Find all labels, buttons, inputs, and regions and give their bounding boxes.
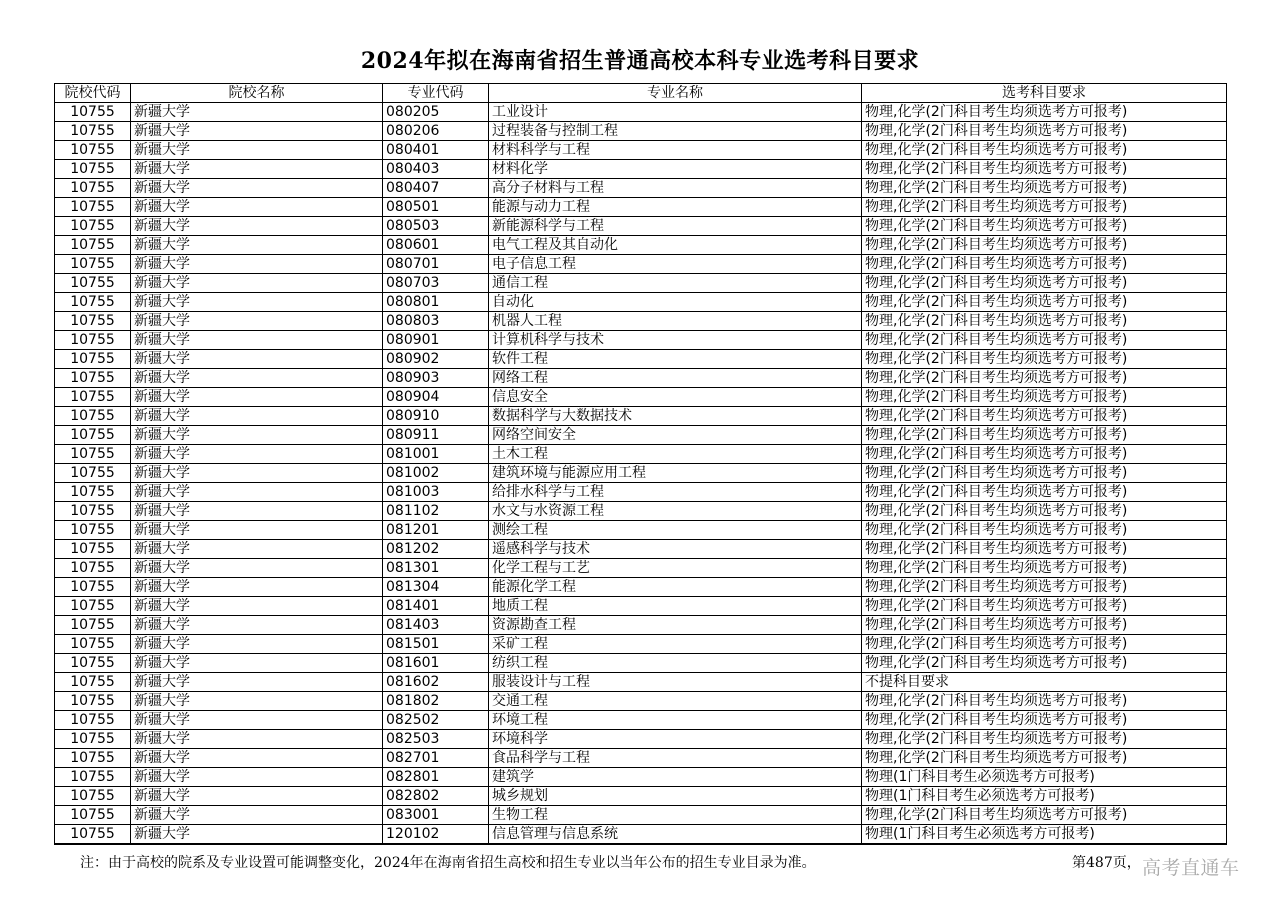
subject-requirement-cell: 物理,化学(2门科目考生均须选考方可报考): [862, 103, 1227, 122]
major-code-cell: 081003: [383, 483, 489, 502]
table-row: [55, 502, 1227, 521]
major-code-cell: 081501: [383, 635, 489, 654]
major-name-cell: 计算机科学与技术: [489, 331, 862, 350]
school-name-cell: 新疆大学: [131, 825, 383, 845]
major-name-cell: 网络空间安全: [489, 426, 862, 445]
school-name-cell: 新疆大学: [131, 730, 383, 749]
table-header-row: [55, 84, 1227, 103]
table-row: [55, 198, 1227, 217]
subject-requirement-cell: 物理,化学(2门科目考生均须选考方可报考): [862, 483, 1227, 502]
major-code-cell: 080910: [383, 407, 489, 426]
subject-requirement-cell: 不提科目要求: [862, 673, 1227, 692]
table-row: [55, 616, 1227, 635]
school-code-cell: 10755: [55, 711, 131, 730]
school-code-cell: 10755: [55, 673, 131, 692]
subject-requirement-cell: 物理,化学(2门科目考生均须选考方可报考): [862, 179, 1227, 198]
school-name-cell: 新疆大学: [131, 673, 383, 692]
major-code-cell: 080803: [383, 312, 489, 331]
major-code-cell: 082701: [383, 749, 489, 768]
major-name-cell: 采矿工程: [489, 635, 862, 654]
school-code-cell: 10755: [55, 616, 131, 635]
major-name-cell: 能源与动力工程: [489, 198, 862, 217]
major-name-cell: 软件工程: [489, 350, 862, 369]
school-code-cell: 10755: [55, 141, 131, 160]
school-name-cell: 新疆大学: [131, 502, 383, 521]
subject-requirement-cell: 物理,化学(2门科目考生均须选考方可报考): [862, 692, 1227, 711]
major-code-cell: 081403: [383, 616, 489, 635]
school-code-cell: 10755: [55, 388, 131, 407]
school-code-cell: 10755: [55, 806, 131, 825]
school-code-cell: 10755: [55, 749, 131, 768]
page-title: 2024年拟在海南省招生普通高校本科专业选考科目要求: [360, 48, 920, 74]
subject-requirement-cell: 物理,化学(2门科目考生均须选考方可报考): [862, 597, 1227, 616]
school-code-cell: 10755: [55, 255, 131, 274]
school-code-cell: 10755: [55, 445, 131, 464]
school-name-cell: 新疆大学: [131, 141, 383, 160]
school-name-cell: 新疆大学: [131, 217, 383, 236]
school-code-cell: 10755: [55, 217, 131, 236]
school-name-cell: 新疆大学: [131, 806, 383, 825]
subject-requirement-cell: 物理,化学(2门科目考生均须选考方可报考): [862, 198, 1227, 217]
major-name-cell: 交通工程: [489, 692, 862, 711]
table-row: [55, 103, 1227, 122]
major-code-cell: 082503: [383, 730, 489, 749]
major-code-cell: 081401: [383, 597, 489, 616]
major-code-cell: 080902: [383, 350, 489, 369]
school-name-cell: 新疆大学: [131, 578, 383, 597]
subject-requirement-cell: 物理(1门科目考生必须选考方可报考): [862, 825, 1227, 845]
major-code-cell: 080901: [383, 331, 489, 350]
major-code-cell: 081201: [383, 521, 489, 540]
school-code-cell: 10755: [55, 521, 131, 540]
major-code-cell: 081102: [383, 502, 489, 521]
school-code-cell: 10755: [55, 730, 131, 749]
school-name-cell: 新疆大学: [131, 160, 383, 179]
table-row: [55, 578, 1227, 597]
major-name-cell: 材料化学: [489, 160, 862, 179]
subject-requirement-cell: 物理,化学(2门科目考生均须选考方可报考): [862, 616, 1227, 635]
school-code-cell: 10755: [55, 540, 131, 559]
major-name-cell: 服装设计与工程: [489, 673, 862, 692]
subject-requirement-cell: 物理,化学(2门科目考生均须选考方可报考): [862, 293, 1227, 312]
major-code-cell: 080205: [383, 103, 489, 122]
subject-requirement-cell: 物理,化学(2门科目考生均须选考方可报考): [862, 521, 1227, 540]
major-name-cell: 建筑学: [489, 768, 862, 787]
school-code-cell: 10755: [55, 559, 131, 578]
header-major-code: 专业代码: [383, 84, 489, 103]
subject-requirement-cell: 物理,化学(2门科目考生均须选考方可报考): [862, 540, 1227, 559]
table-row: [55, 274, 1227, 293]
subject-requirement-cell: 物理,化学(2门科目考生均须选考方可报考): [862, 160, 1227, 179]
major-code-cell: 080206: [383, 122, 489, 141]
table-row: [55, 236, 1227, 255]
major-code-cell: 082801: [383, 768, 489, 787]
major-name-cell: 食品科学与工程: [489, 749, 862, 768]
table-row: [55, 730, 1227, 749]
school-name-cell: 新疆大学: [131, 293, 383, 312]
table-row: [55, 559, 1227, 578]
school-code-cell: 10755: [55, 426, 131, 445]
major-code-cell: 080601: [383, 236, 489, 255]
footnote: 注：由于高校的院系及专业设置可能调整变化，2024年在海南省招生高校和招生专业以当年公布的招生专业目录为准。: [80, 855, 816, 871]
major-code-cell: 080701: [383, 255, 489, 274]
school-name-cell: 新疆大学: [131, 654, 383, 673]
major-code-cell: 080903: [383, 369, 489, 388]
school-name-cell: 新疆大学: [131, 198, 383, 217]
school-code-cell: 10755: [55, 483, 131, 502]
subject-requirement-cell: 物理,化学(2门科目考生均须选考方可报考): [862, 369, 1227, 388]
table-row: [55, 426, 1227, 445]
major-name-cell: 信息管理与信息系统: [489, 825, 862, 845]
major-code-cell: 120102: [383, 825, 489, 845]
major-code-cell: 081001: [383, 445, 489, 464]
school-code-cell: 10755: [55, 578, 131, 597]
major-name-cell: 通信工程: [489, 274, 862, 293]
school-code-cell: 10755: [55, 350, 131, 369]
subject-requirement-cell: 物理(1门科目考生必须选考方可报考): [862, 768, 1227, 787]
major-code-cell: 080403: [383, 160, 489, 179]
major-name-cell: 能源化学工程: [489, 578, 862, 597]
subject-requirement-cell: 物理,化学(2门科目考生均须选考方可报考): [862, 407, 1227, 426]
major-code-cell: 080801: [383, 293, 489, 312]
subject-requirement-cell: 物理,化学(2门科目考生均须选考方可报考): [862, 312, 1227, 331]
major-name-cell: 信息安全: [489, 388, 862, 407]
major-name-cell: 新能源科学与工程: [489, 217, 862, 236]
school-name-cell: 新疆大学: [131, 407, 383, 426]
major-name-cell: 生物工程: [489, 806, 862, 825]
major-name-cell: 遥感科学与技术: [489, 540, 862, 559]
subject-requirement-cell: 物理(1门科目考生必须选考方可报考): [862, 787, 1227, 806]
school-code-cell: 10755: [55, 407, 131, 426]
school-code-cell: 10755: [55, 692, 131, 711]
major-code-cell: 081602: [383, 673, 489, 692]
subject-requirement-cell: 物理,化学(2门科目考生均须选考方可报考): [862, 635, 1227, 654]
school-name-cell: 新疆大学: [131, 464, 383, 483]
header-school-code: 院校代码: [55, 84, 131, 103]
major-name-cell: 给排水科学与工程: [489, 483, 862, 502]
major-name-cell: 环境科学: [489, 730, 862, 749]
major-code-cell: 081601: [383, 654, 489, 673]
subject-requirement-cell: 物理,化学(2门科目考生均须选考方可报考): [862, 141, 1227, 160]
table-row: [55, 692, 1227, 711]
school-name-cell: 新疆大学: [131, 274, 383, 293]
school-name-cell: 新疆大学: [131, 255, 383, 274]
major-name-cell: 测绘工程: [489, 521, 862, 540]
school-code-cell: 10755: [55, 179, 131, 198]
major-code-cell: 080703: [383, 274, 489, 293]
subject-requirement-cell: 物理,化学(2门科目考生均须选考方可报考): [862, 426, 1227, 445]
table-row: [55, 160, 1227, 179]
table-row: [55, 597, 1227, 616]
school-code-cell: 10755: [55, 825, 131, 845]
major-name-cell: 材料科学与工程: [489, 141, 862, 160]
school-name-cell: 新疆大学: [131, 312, 383, 331]
major-code-cell: 081304: [383, 578, 489, 597]
major-name-cell: 化学工程与工艺: [489, 559, 862, 578]
school-code-cell: 10755: [55, 502, 131, 521]
subject-requirement-cell: 物理,化学(2门科目考生均须选考方可报考): [862, 350, 1227, 369]
major-code-cell: 080501: [383, 198, 489, 217]
table-row: [55, 369, 1227, 388]
table-row: [55, 464, 1227, 483]
school-name-cell: 新疆大学: [131, 616, 383, 635]
major-code-cell: 081002: [383, 464, 489, 483]
major-code-cell: 080401: [383, 141, 489, 160]
subject-requirement-cell: 物理,化学(2门科目考生均须选考方可报考): [862, 749, 1227, 768]
subject-requirement-cell: 物理,化学(2门科目考生均须选考方可报考): [862, 331, 1227, 350]
table-row: [55, 711, 1227, 730]
major-code-cell: 080911: [383, 426, 489, 445]
school-code-cell: 10755: [55, 293, 131, 312]
major-name-cell: 电气工程及其自动化: [489, 236, 862, 255]
school-name-cell: 新疆大学: [131, 521, 383, 540]
table-row: [55, 445, 1227, 464]
school-name-cell: 新疆大学: [131, 483, 383, 502]
major-name-cell: 土木工程: [489, 445, 862, 464]
table-row: [55, 312, 1227, 331]
school-code-cell: 10755: [55, 768, 131, 787]
school-name-cell: 新疆大学: [131, 236, 383, 255]
major-code-cell: 080503: [383, 217, 489, 236]
major-code-cell: 082802: [383, 787, 489, 806]
school-code-cell: 10755: [55, 122, 131, 141]
school-name-cell: 新疆大学: [131, 540, 383, 559]
school-code-cell: 10755: [55, 331, 131, 350]
subject-requirement-cell: 物理,化学(2门科目考生均须选考方可报考): [862, 464, 1227, 483]
table-row: [55, 654, 1227, 673]
school-code-cell: 10755: [55, 464, 131, 483]
school-name-cell: 新疆大学: [131, 179, 383, 198]
table-row: [55, 540, 1227, 559]
school-code-cell: 10755: [55, 198, 131, 217]
table-row: [55, 483, 1227, 502]
school-code-cell: 10755: [55, 103, 131, 122]
table-body: [55, 103, 1227, 845]
school-code-cell: 10755: [55, 312, 131, 331]
table-row: [55, 350, 1227, 369]
table-row: [55, 768, 1227, 787]
school-name-cell: 新疆大学: [131, 388, 383, 407]
school-name-cell: 新疆大学: [131, 426, 383, 445]
school-name-cell: 新疆大学: [131, 597, 383, 616]
page-number: 第487页，: [1072, 855, 1141, 871]
header-major-name: 专业名称: [489, 84, 862, 103]
table-row: [55, 825, 1227, 845]
subject-requirement-cell: 物理,化学(2门科目考生均须选考方可报考): [862, 578, 1227, 597]
table-row: [55, 141, 1227, 160]
major-code-cell: 080407: [383, 179, 489, 198]
major-name-cell: 数据科学与大数据技术: [489, 407, 862, 426]
subject-requirement-cell: 物理,化学(2门科目考生均须选考方可报考): [862, 255, 1227, 274]
table-row: [55, 407, 1227, 426]
table-row: [55, 673, 1227, 692]
school-name-cell: 新疆大学: [131, 711, 383, 730]
table-row: [55, 217, 1227, 236]
major-name-cell: 城乡规划: [489, 787, 862, 806]
school-name-cell: 新疆大学: [131, 749, 383, 768]
major-name-cell: 工业设计: [489, 103, 862, 122]
school-code-cell: 10755: [55, 635, 131, 654]
subject-requirement-cell: 物理,化学(2门科目考生均须选考方可报考): [862, 559, 1227, 578]
school-code-cell: 10755: [55, 369, 131, 388]
school-name-cell: 新疆大学: [131, 331, 383, 350]
school-name-cell: 新疆大学: [131, 559, 383, 578]
major-name-cell: 机器人工程: [489, 312, 862, 331]
header-school-name: 院校名称: [131, 84, 383, 103]
table-row: [55, 122, 1227, 141]
subject-requirement-cell: 物理,化学(2门科目考生均须选考方可报考): [862, 217, 1227, 236]
school-name-cell: 新疆大学: [131, 122, 383, 141]
major-name-cell: 电子信息工程: [489, 255, 862, 274]
school-code-cell: 10755: [55, 160, 131, 179]
school-code-cell: 10755: [55, 654, 131, 673]
school-code-cell: 10755: [55, 597, 131, 616]
subject-requirement-cell: 物理,化学(2门科目考生均须选考方可报考): [862, 236, 1227, 255]
school-name-cell: 新疆大学: [131, 103, 383, 122]
major-name-cell: 纺织工程: [489, 654, 862, 673]
major-name-cell: 网络工程: [489, 369, 862, 388]
table-row: [55, 635, 1227, 654]
school-code-cell: 10755: [55, 236, 131, 255]
major-code-cell: 081202: [383, 540, 489, 559]
major-code-cell: 081301: [383, 559, 489, 578]
requirements-table: [54, 83, 1227, 845]
major-name-cell: 资源勘查工程: [489, 616, 862, 635]
table-row: [55, 806, 1227, 825]
major-code-cell: 081802: [383, 692, 489, 711]
subject-requirement-cell: 物理,化学(2门科目考生均须选考方可报考): [862, 806, 1227, 825]
table-row: [55, 388, 1227, 407]
table-row: [55, 179, 1227, 198]
major-name-cell: 过程装备与控制工程: [489, 122, 862, 141]
major-name-cell: 水文与水资源工程: [489, 502, 862, 521]
school-name-cell: 新疆大学: [131, 692, 383, 711]
subject-requirement-cell: 物理,化学(2门科目考生均须选考方可报考): [862, 654, 1227, 673]
school-name-cell: 新疆大学: [131, 635, 383, 654]
subject-requirement-cell: 物理,化学(2门科目考生均须选考方可报考): [862, 122, 1227, 141]
watermark: 高考直通车: [1142, 857, 1240, 879]
table-row: [55, 749, 1227, 768]
major-name-cell: 自动化: [489, 293, 862, 312]
school-name-cell: 新疆大学: [131, 445, 383, 464]
major-code-cell: 080904: [383, 388, 489, 407]
header-subject-requirement: 选考科目要求: [862, 84, 1227, 103]
school-name-cell: 新疆大学: [131, 768, 383, 787]
major-code-cell: 082502: [383, 711, 489, 730]
school-name-cell: 新疆大学: [131, 369, 383, 388]
school-code-cell: 10755: [55, 274, 131, 293]
table-row: [55, 331, 1227, 350]
table-row: [55, 293, 1227, 312]
major-name-cell: 地质工程: [489, 597, 862, 616]
major-name-cell: 环境工程: [489, 711, 862, 730]
subject-requirement-cell: 物理,化学(2门科目考生均须选考方可报考): [862, 711, 1227, 730]
subject-requirement-cell: 物理,化学(2门科目考生均须选考方可报考): [862, 730, 1227, 749]
school-name-cell: 新疆大学: [131, 787, 383, 806]
subject-requirement-cell: 物理,化学(2门科目考生均须选考方可报考): [862, 274, 1227, 293]
school-name-cell: 新疆大学: [131, 350, 383, 369]
major-name-cell: 建筑环境与能源应用工程: [489, 464, 862, 483]
subject-requirement-cell: 物理,化学(2门科目考生均须选考方可报考): [862, 445, 1227, 464]
table-row: [55, 521, 1227, 540]
table-row: [55, 787, 1227, 806]
subject-requirement-cell: 物理,化学(2门科目考生均须选考方可报考): [862, 388, 1227, 407]
table-row: [55, 255, 1227, 274]
school-code-cell: 10755: [55, 787, 131, 806]
major-code-cell: 083001: [383, 806, 489, 825]
major-name-cell: 高分子材料与工程: [489, 179, 862, 198]
subject-requirement-cell: 物理,化学(2门科目考生均须选考方可报考): [862, 502, 1227, 521]
